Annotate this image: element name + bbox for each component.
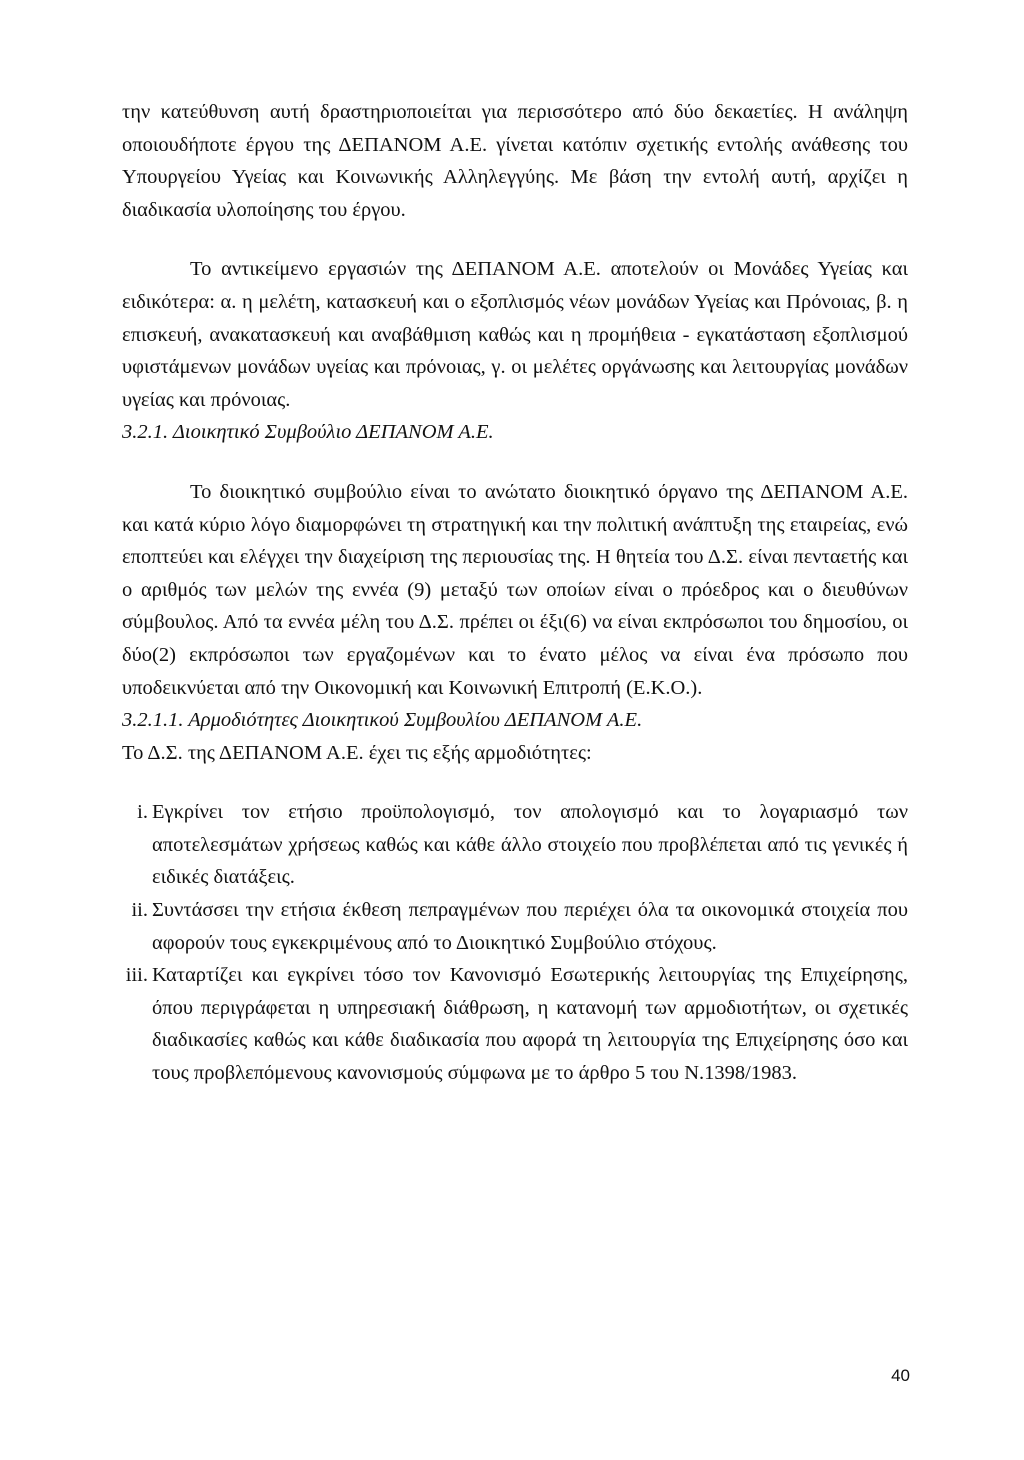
page-number: 40: [891, 1366, 910, 1385]
list-item: [122, 894, 908, 959]
list-item: [122, 796, 908, 894]
list-item-number: ii.: [131, 899, 148, 922]
work-scope-paragraph: Το αντικείμενο εργασιών της ΔΕΠΑΝΟΜ Α.Ε. αποτελούν οι Μονάδες Υγείας και ειδικότερα: α. η μελέτη, κατασκευή και ο εξοπλισμός νέων μονάδων Υγείας και Πρόνοιας, β. η επισκευή, ανακατασκευή και αναβάθμιση καθώς και η προμήθεια - εγκατάσταση εξοπλισμού υφιστάμενων μονάδων υγείας και πρόνοιας, γ. οι μελέτες οργάνωσης και λειτουργίας μονάδων υγείας και πρόνοιας.: [122, 258, 908, 411]
document-body: [122, 96, 908, 1090]
list-item: [122, 959, 908, 1089]
competences-list: [122, 796, 908, 1089]
board-paragraph: Το διοικητικό συμβούλιο είναι το ανώτατο διοικητικό όργανο της ΔΕΠΑΝΟΜ Α.Ε. και κατά κύριο λόγο διαμορφώνει τη στρατηγική και την πολιτική ανάπτυξη της εταιρείας, ενώ εποπτεύει και ελέγχει την διαχείριση της περιουσίας της. Η θητεία του Δ.Σ. είναι πενταετής και ο αριθμός των μελών της εννέα (9) μεταξύ των οποίων είναι ο πρόεδρος και ο διευθύνων σύμβουλος. Από τα εννέα μέλη του Δ.Σ. πρέπει οι έξι(6) να είναι εκπρόσωποι του δημοσίου, οι δύο(2) εκπρόσωποι των εργαζομένων και το ένατο μέλος να είναι ένα πρόσωπο που υποδεικνύεται από την Οικονομική και Κοινωνική Επιτροπή (Ε.Κ.Ο.).: [122, 480, 908, 699]
list-item-text: Εγκρίνει τον ετήσιο προϋπολογισμό, τον απολογισμό και το λογαριασμό των αποτελεσμάτων χρήσεως καθώς και κάθε άλλο στοιχείο που προβλέπεται από τις γενικές ή ειδικές διατάξεις.: [152, 801, 908, 889]
intro-paragraph: την κατεύθυνση αυτή δραστηριοποιείται για περισσότερο από δύο δεκαετίες. Η ανάληψη οποιουδήποτε έργου της ΔΕΠΑΝΟΜ Α.Ε. γίνεται κατόπιν σχετικής εντολής ανάθεσης του Υπουργείου Υγείας και Κοινωνικής Αλληλεγγύης. Με βάση την εντολή αυτή, αρχίζει η διαδικασία υλοποίησης του έργου.: [122, 101, 908, 221]
list-item-number: iii.: [125, 964, 148, 987]
section-heading: 3.2.1. Διοικητικό Συμβούλιο ΔΕΠΑΝΟΜ Α.Ε.: [122, 421, 494, 444]
list-item-text: Καταρτίζει και εγκρίνει τόσο τον Κανονισμό Εσωτερικής λειτουργίας της Επιχείρησης, όπου περιγράφεται η υπηρεσιακή διάθρωση, η κατανομή των αρμοδιοτήτων, οι σχετικές διαδικασίες καθώς και κάθε διαδικασία που αφορά τη λειτουργία της Επιχείρησης όσο και τους προβλεπόμενους κανονισμούς σύμφωνα με το άρθρο 5 του Ν.1398/1983.: [152, 964, 908, 1085]
subsection-heading: 3.2.1.1. Αρμοδιότητες Διοικητικού Συμβουλίου ΔΕΠΑΝΟΜ Α.Ε.: [122, 709, 643, 732]
competences-intro: Το Δ.Σ. της ΔΕΠΑΝΟΜ Α.Ε. έχει τις εξής αρμοδιότητες:: [122, 741, 592, 764]
list-item-text: Συντάσσει την ετήσια έκθεση πεπραγμένων που περιέχει όλα τα οικονομικά στοιχεία που αφορούν τους εγκεκριμένους από το Διοικητικό Συμβούλιο στόχους.: [152, 899, 908, 954]
list-item-number: i.: [137, 801, 148, 824]
